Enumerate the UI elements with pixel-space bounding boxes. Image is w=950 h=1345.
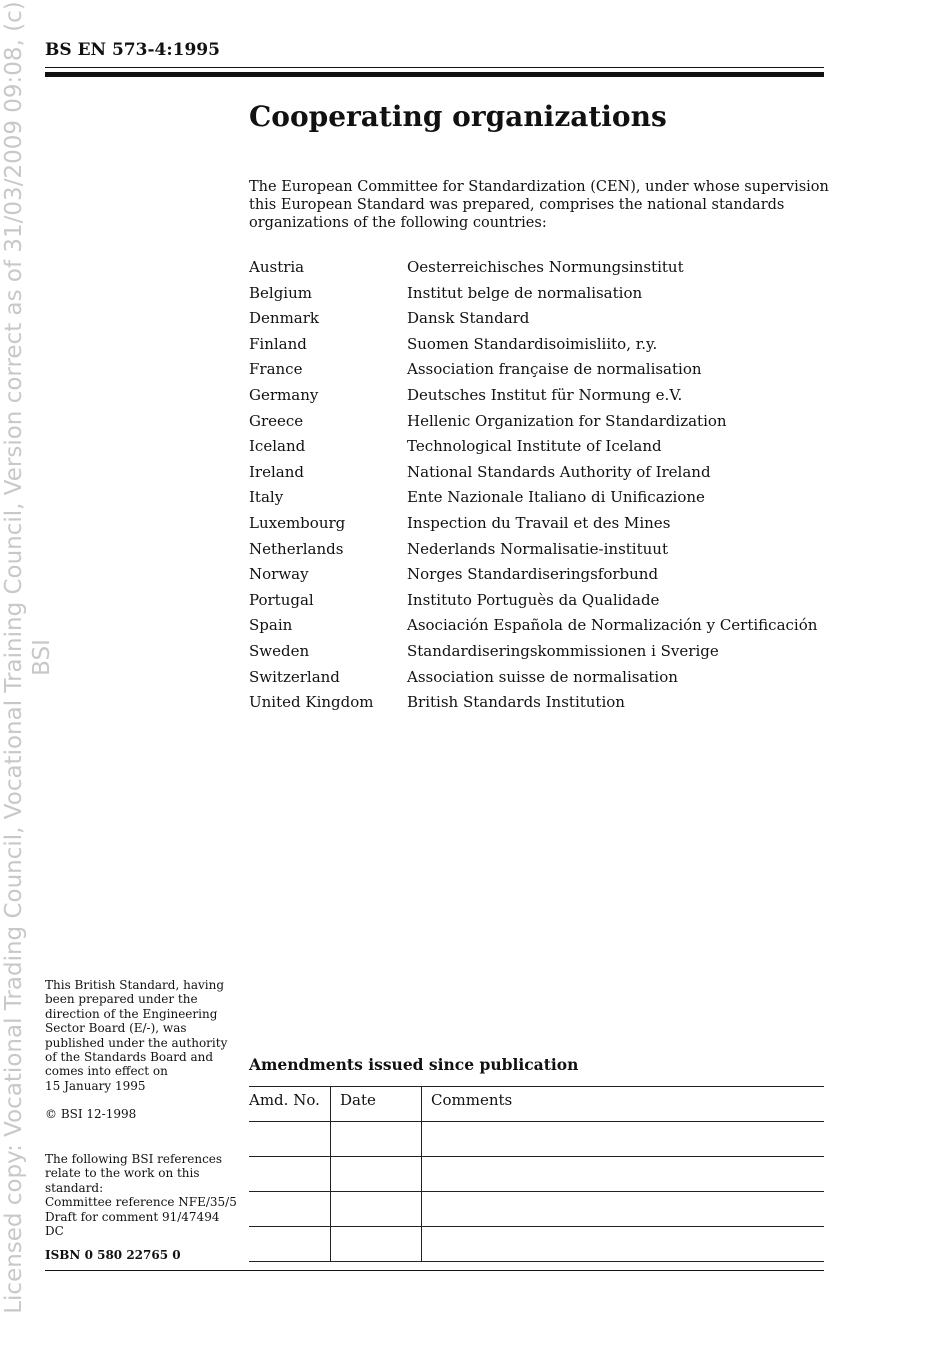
document-id: BS EN 573-4:1995 <box>45 40 220 60</box>
amendment-cell <box>249 1192 331 1227</box>
member-organization: National Standards Authority of Ireland <box>407 462 711 481</box>
amendment-cell <box>422 1227 825 1262</box>
col-date: Date <box>331 1087 422 1122</box>
member-country: Spain <box>249 616 293 635</box>
authority-lines-line: direction of the Engineering <box>45 1006 218 1021</box>
member-organization: Association française de normalisation <box>407 360 702 379</box>
member-country: Germany <box>249 385 319 404</box>
references-lines-line: standard: <box>45 1180 104 1195</box>
bsi-references <box>45 1152 240 1238</box>
member-country: Italy <box>249 488 284 507</box>
authority-lines-line: comes into effect on <box>45 1064 168 1079</box>
col-comments: Comments <box>422 1087 825 1122</box>
member-organization: Dansk Standard <box>407 309 530 328</box>
member-row <box>249 384 829 410</box>
amendment-row <box>249 1157 824 1192</box>
member-country: Finland <box>249 334 307 353</box>
member-row <box>249 282 829 308</box>
page-title: Cooperating organizations <box>249 100 667 133</box>
member-row <box>249 589 829 615</box>
references-lines-line: relate to the work on this <box>45 1166 200 1181</box>
member-row <box>249 486 829 512</box>
member-country: Austria <box>249 258 305 276</box>
member-row <box>249 435 829 461</box>
amendment-cell <box>249 1122 331 1157</box>
member-organization: Instituto Portuguès da Qualidade <box>407 590 660 609</box>
intro-paragraph: The European Committee for Standardization (CEN), under whose supervision this European Standard was prepared, comprises the national standards organizations of the following countries: <box>249 179 829 231</box>
isbn: ISBN 0 580 22765 0 <box>45 1248 181 1262</box>
amendment-cell <box>331 1122 422 1157</box>
authority-lines-line: published under the authority <box>45 1035 228 1050</box>
member-row <box>249 307 829 333</box>
member-organization: Standardiseringskommissionen i Sverige <box>407 641 719 660</box>
license-watermark <box>0 0 60 1345</box>
member-row <box>249 563 829 589</box>
member-country: Sweden <box>249 641 310 660</box>
member-row <box>249 358 829 384</box>
amendment-row <box>249 1122 824 1157</box>
member-row <box>249 256 829 282</box>
authority-lines-line: This British Standard, having <box>45 978 225 992</box>
authority-lines-line: 15 January 1995 <box>45 1078 146 1093</box>
member-country: Portugal <box>249 590 314 609</box>
member-organization: Norges Standardiseringsforbund <box>407 565 659 584</box>
authority-lines-line: Sector Board (E/-), was <box>45 1021 187 1036</box>
amendment-cell <box>249 1157 331 1192</box>
member-organization: Hellenic Organization for Standardization <box>407 411 727 430</box>
amendment-cell <box>331 1157 422 1192</box>
member-country: Greece <box>249 411 304 430</box>
amendments-table <box>249 1086 824 1262</box>
authority-statement <box>45 978 240 1093</box>
member-row <box>249 512 829 538</box>
member-country: Norway <box>249 565 309 584</box>
member-country: Switzerland <box>249 667 340 686</box>
member-organization: Suomen Standardisoimisliito, r.y. <box>407 334 658 353</box>
amendments-title: Amendments issued since publication <box>249 1055 579 1074</box>
member-country: United Kingdom <box>249 693 374 712</box>
footer-rule <box>45 1270 824 1271</box>
member-organization: Inspection du Travail et des Mines <box>407 513 671 532</box>
member-organization: Association suisse de normalisation <box>407 667 678 686</box>
member-row <box>249 666 829 692</box>
amendment-cell <box>422 1157 825 1192</box>
amendment-cell <box>422 1122 825 1157</box>
member-country: Netherlands <box>249 539 344 558</box>
amendment-row <box>249 1192 824 1227</box>
member-country: France <box>249 360 303 379</box>
member-row <box>249 691 829 717</box>
amendment-cell <box>331 1227 422 1262</box>
member-row <box>249 461 829 487</box>
member-country: Iceland <box>249 437 306 456</box>
copyright-text: © BSI 12-1998 <box>45 1107 137 1121</box>
amendment-cell <box>331 1192 422 1227</box>
member-country: Denmark <box>249 309 319 328</box>
member-organization: Asociación Española de Normalización y Certificación <box>407 616 818 635</box>
references-lines-line: Draft for comment 91/47494 DC <box>45 1209 220 1239</box>
members-list <box>249 256 829 717</box>
references-lines-line: The following BSI references <box>45 1152 223 1166</box>
member-row <box>249 614 829 640</box>
amendment-cell <box>422 1192 825 1227</box>
member-organization: Institut belge de normalisation <box>407 283 643 302</box>
member-row <box>249 538 829 564</box>
member-row <box>249 640 829 666</box>
amendment-row <box>249 1227 824 1262</box>
member-country: Luxembourg <box>249 513 346 532</box>
authority-lines-line: of the Standards Board and <box>45 1050 214 1065</box>
copyright-notice <box>45 1107 240 1121</box>
amendments-header-row <box>249 1087 824 1122</box>
member-country: Belgium <box>249 283 312 302</box>
col-amd-no: Amd. No. <box>249 1087 331 1122</box>
member-country: Ireland <box>249 462 304 481</box>
member-organization: Ente Nazionale Italiano di Unificazione <box>407 488 705 507</box>
member-organization: Nederlands Normalisatie-instituut <box>407 539 668 558</box>
header-rule-thin <box>45 67 824 68</box>
watermark-text: Licensed copy: Vocational Trading Council, Vocational Training Council, Version correct as of 31/03/2009 09:08, (c) BSI <box>1 1 55 1314</box>
member-organization: Technological Institute of Iceland <box>407 437 662 456</box>
references-lines-line: Committee reference NFE/35/5 <box>45 1195 237 1210</box>
member-organization: Oesterreichisches Normungsinstitut <box>407 258 684 276</box>
member-organization: British Standards Institution <box>407 693 625 712</box>
amendment-cell <box>249 1227 331 1262</box>
authority-lines-line: been prepared under the <box>45 992 198 1007</box>
header-rule-thick <box>45 72 824 77</box>
member-row <box>249 410 829 436</box>
member-row <box>249 333 829 359</box>
member-organization: Deutsches Institut für Normung e.V. <box>407 385 683 404</box>
